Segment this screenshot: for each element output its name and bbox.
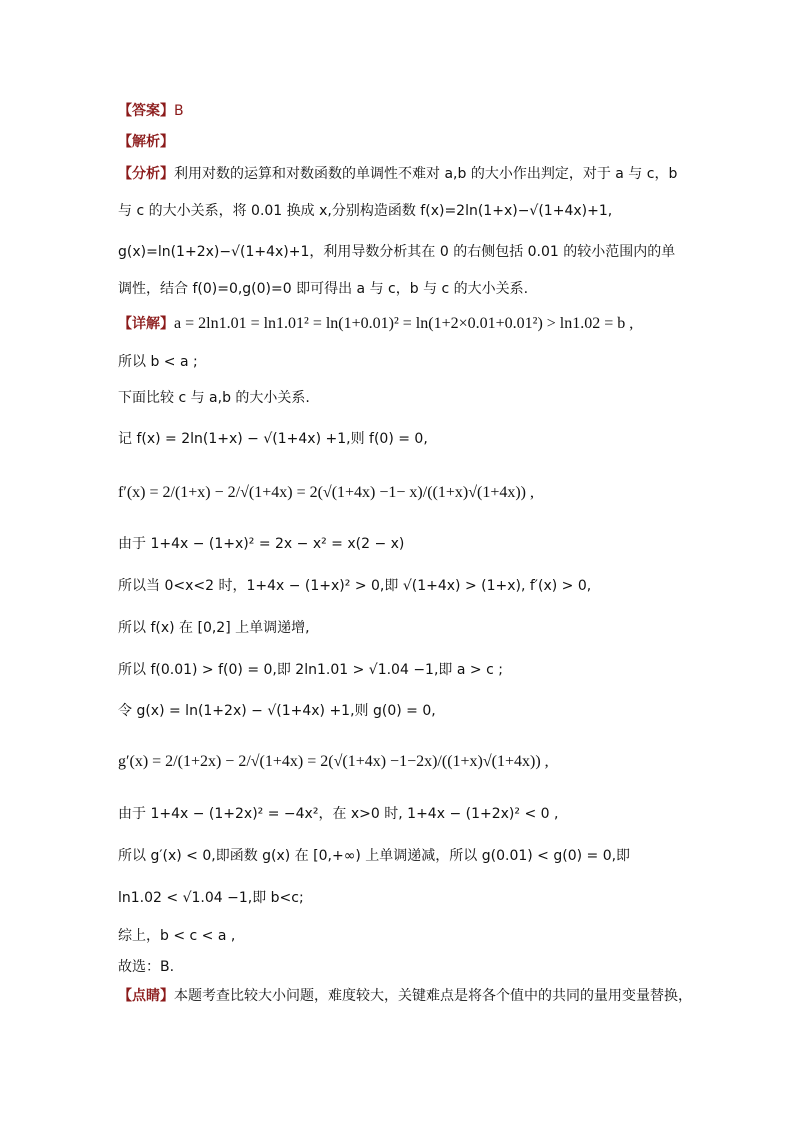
xiangjie-line-6: 由于 1+4x − (1+x)² = 2x − x² = x(2 − x) xyxy=(118,536,405,552)
answer-line xyxy=(118,100,684,122)
xiangjie-line-13: 所以 g′(x) < 0,即函数 g(x) 在 [0,+∞) 上单调递减，所以 g(0.01) < g(0) = 0,即 xyxy=(118,848,631,864)
xiangjie-line-5: f′(x) = 2/(1+x) − 2/√(1+4x) = 2(√(1+4x) −1− x)/((1+x)√(1+4x)) , xyxy=(118,484,534,501)
answer-label: 【答案】 xyxy=(118,103,174,119)
xiangjie-line-15: 综上，b < c < a , xyxy=(118,928,236,944)
xiangjie-line-10: 令 g(x) = ln(1+2x) − √(1+4x) +1,则 g(0) = 0, xyxy=(118,703,436,719)
xiangjie-line-11: g′(x) = 2/(1+2x) − 2/√(1+4x) = 2(√(1+4x) −1−2x)/((1+x)√(1+4x)) , xyxy=(118,753,549,770)
analysis-header: 【解析】 xyxy=(118,134,174,150)
xiangjie-line-2: 所以 b < a ; xyxy=(118,354,198,370)
xiangjie-line-1 xyxy=(118,313,684,335)
dianjing-text-1: 本题考查比较大小问题，难度较大，关键难点是将各个值中的共同的量用变量替换， xyxy=(174,988,692,1004)
xiangjie-line-9: 所以 f(0.01) > f(0) = 0,即 2ln1.01 > √1.04 −1,即 a > c ; xyxy=(118,662,503,678)
xiangjie-line-14: ln1.02 < √1.04 −1,即 b<c; xyxy=(118,890,304,906)
xiangjie-line-16: 故选：B. xyxy=(118,959,175,975)
xiangjie-label: 【详解】 xyxy=(118,316,174,332)
xiangjie-line-8: 所以 f(x) 在 [0,2] 上单调递增, xyxy=(118,620,310,636)
xiangjie-line-12: 由于 1+4x − (1+2x)² = −4x²，在 x>0 时, 1+4x − (1+2x)² < 0 , xyxy=(118,806,559,822)
xiangjie-line-4: 记 f(x) = 2ln(1+x) − √(1+4x) +1,则 f(0) = 0, xyxy=(118,431,428,447)
fenxi-line-3: g(x)=ln(1+2x)−√(1+4x)+1，利用导数分析其在 0 的右侧包括 0.01 的较小范围内的单 xyxy=(118,244,676,260)
fenxi-text-1: 利用对数的运算和对数函数的单调性不难对 a,b 的大小作出判定，对于 a 与 c，b xyxy=(174,166,678,182)
dianjing-label: 【点睛】 xyxy=(118,988,174,1004)
dianjing-line-1 xyxy=(118,985,692,1007)
xiangjie-eq-1: a = 2ln1.01 = ln1.01² = ln(1+0.01)² = ln(1+2×0.01+0.01²) > ln1.02 = b , xyxy=(174,315,634,332)
fenxi-line-2: 与 c 的大小关系，将 0.01 换成 x,分别构造函数 f(x)=2ln(1+x)−√(1+4x)+1, xyxy=(118,203,613,219)
answer-value: B xyxy=(174,103,184,119)
xiangjie-line-3: 下面比较 c 与 a,b 的大小关系. xyxy=(118,390,310,406)
xiangjie-line-7: 所以当 0<x<2 时，1+4x − (1+x)² > 0,即 √(1+4x) > (1+x), f′(x) > 0, xyxy=(118,578,592,594)
fenxi-line-1 xyxy=(118,163,684,185)
fenxi-label: 【分析】 xyxy=(118,166,174,182)
fenxi-line-4: 调性，结合 f(0)=0,g(0)=0 即可得出 a 与 c，b 与 c 的大小关系. xyxy=(118,281,529,297)
